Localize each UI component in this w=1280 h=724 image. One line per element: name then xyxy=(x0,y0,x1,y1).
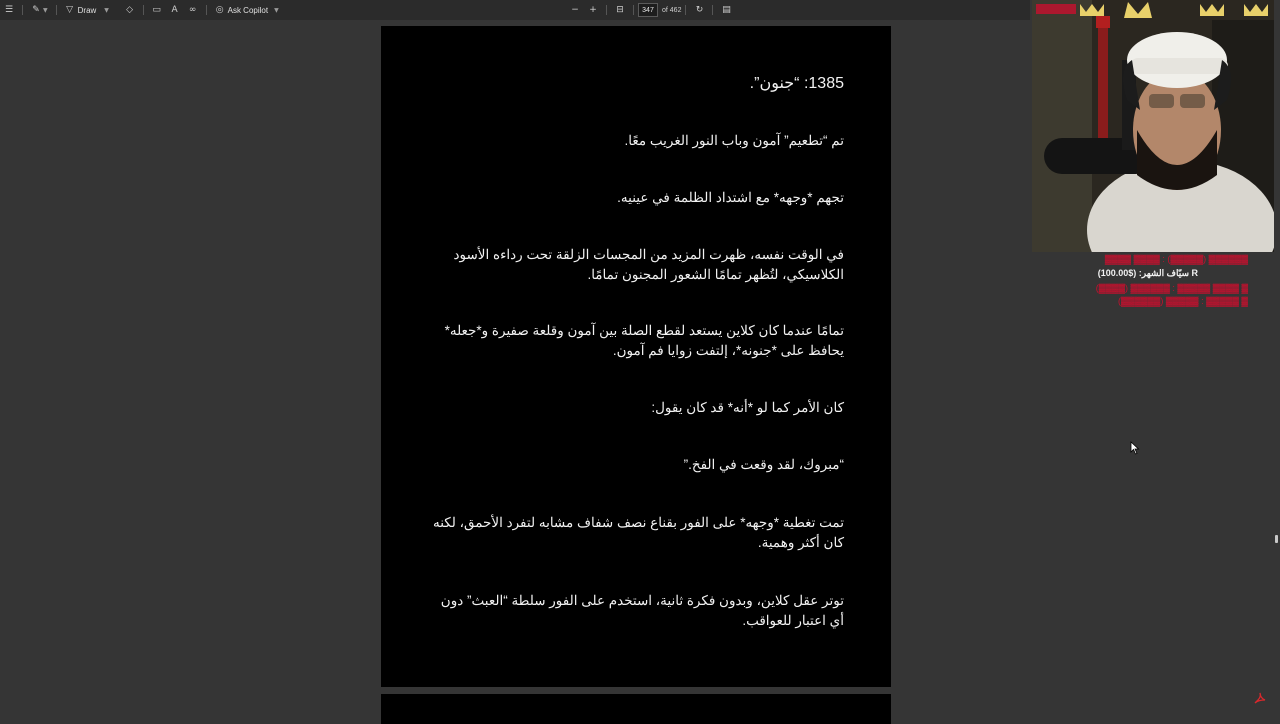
toolbar-divider xyxy=(22,5,23,15)
paragraph: تمامًا عندما كان كلاين يستعد لقطع الصلة بين آمون وقلعة صفيرة و*جعله* يحافظ على *جنونه*، إلتفت زوايا فم آمون. xyxy=(444,323,844,358)
contents-button[interactable] xyxy=(0,2,18,18)
paragraph: تمت تغطية *وجهه* على الفور بقناع نصف شفاف مشابه لتفرد الأحمق، لكنه كان أكثر وهمية. xyxy=(433,515,844,550)
immersive-reader-button[interactable] xyxy=(184,2,202,18)
zoom-out-button[interactable] xyxy=(566,2,584,18)
rotate-button[interactable] xyxy=(690,2,708,18)
webcam-image xyxy=(1032,0,1274,252)
fit-page-button[interactable] xyxy=(611,2,629,18)
highlighter-icon: ✎ xyxy=(32,5,40,15)
page-navigation xyxy=(566,2,735,18)
minus-icon: − xyxy=(571,5,579,15)
erase-button[interactable] xyxy=(121,2,139,18)
read-aloud-button[interactable] xyxy=(166,2,184,18)
rotate-icon: ↻ xyxy=(695,5,704,15)
supporter-ticker-top: ▓▓▓▓▓▓ (▓▓▓▓▓) : ▓▓▓▓ ▓▓▓▓ xyxy=(1104,254,1248,264)
month-sword-label: سيّاف الشهر: ($100.00) R xyxy=(1097,268,1198,278)
toolbar-divider xyxy=(606,5,607,15)
vertical-scrollbar[interactable] xyxy=(1274,252,1279,720)
toolbar-divider xyxy=(633,5,634,15)
ask-copilot-button[interactable] xyxy=(211,2,283,18)
chapter-heading: 1385: “جنون”. xyxy=(749,75,844,92)
chevron-down-icon: ▼ xyxy=(104,6,109,14)
mouse-cursor-icon xyxy=(1130,441,1140,455)
page-view-icon: ▤ xyxy=(722,5,731,15)
pdf-toolbar xyxy=(0,0,1030,20)
chevron-down-icon: ▼ xyxy=(43,6,48,14)
immersive-reader-icon: ∞ xyxy=(188,5,197,15)
highlight-button[interactable] xyxy=(27,2,52,18)
read-aloud-icon: A xyxy=(171,5,178,15)
supporter-ticker-mid: ▓ ▓▓▓▓ ▓▓▓▓▓ : ▓▓▓▓▓▓ (▓▓▓▓) xyxy=(1095,283,1248,293)
paragraph: كان الأمر كما لو *أنه* قد كان يقول: xyxy=(651,400,844,415)
pdf-logo-icon xyxy=(1254,692,1266,704)
page-number-input[interactable] xyxy=(638,3,658,17)
toolbar-divider xyxy=(206,5,207,15)
pen-icon: ▽ xyxy=(66,5,74,15)
draw-label: Draw xyxy=(77,5,97,15)
streamer-webcam xyxy=(1032,0,1274,252)
supporter-ticker-bottom: ▓ ▓▓▓▓▓ : ▓▓▓▓▓ (▓▓▓▓▓▓) xyxy=(1117,296,1248,306)
ask-copilot-label: Ask Copilot xyxy=(227,5,269,15)
toolbar-divider xyxy=(56,5,57,15)
eraser-icon: ◇ xyxy=(126,5,134,15)
paragraph: تجهم *وجهه* مع اشتداد الظلمة في عينيه. xyxy=(617,190,844,205)
toolbar-divider xyxy=(712,5,713,15)
text-box-button[interactable] xyxy=(148,2,166,18)
scrollbar-thumb[interactable] xyxy=(1275,535,1278,543)
paragraph: تم “تطعيم” آمون وباب النور الغريب معًا. xyxy=(624,133,844,148)
plus-icon: + xyxy=(589,5,597,15)
paragraph: “مبروك، لقد وقعت في الفخ.” xyxy=(683,457,844,472)
paragraph: توتر عقل كلاين، وبدون فكرة ثانية، استخدم على الفور سلطة “العبث” دون أي اعتبار للعواقب. xyxy=(440,593,844,628)
toolbar-divider xyxy=(143,5,144,15)
zoom-in-button[interactable] xyxy=(584,2,602,18)
draw-button[interactable] xyxy=(61,2,121,18)
page-total: of 462 xyxy=(662,6,682,14)
list-icon: ☰ xyxy=(4,5,14,15)
copilot-icon: ◎ xyxy=(215,5,224,15)
paragraph: في الوقت نفسه، ظهرت المزيد من المجسات الزلقة تحت رداءه الأسود الكلاسيكي، لتُظهر تمامًا الشعور المجنون تمامًا. xyxy=(453,247,844,282)
toolbar-divider xyxy=(685,5,686,15)
fit-page-icon: ⊟ xyxy=(616,5,624,15)
text-box-icon: ▭ xyxy=(152,5,161,15)
pdf-page xyxy=(381,26,891,687)
page-view-button[interactable] xyxy=(717,2,735,18)
chevron-down-icon: ▼ xyxy=(274,6,279,14)
